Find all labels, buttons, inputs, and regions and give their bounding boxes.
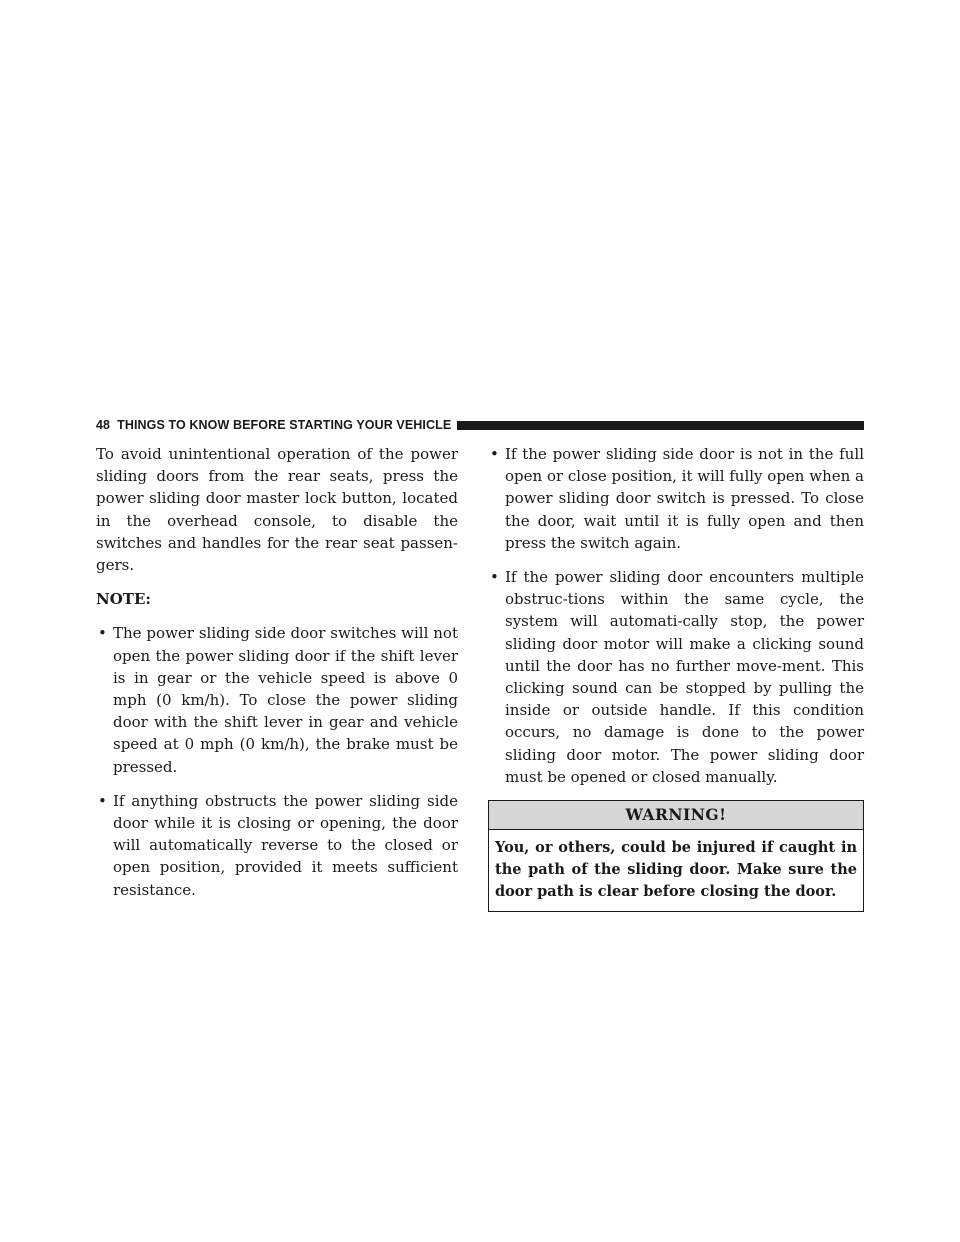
list-item-text: If the power sliding door encounters multiple obstruc-tions within the same cycle, the system will automati-cally stop, the power sliding door motor will make a clicking sound until the door has no further move-ment. This clicking sound can be stopped by pulling the inside or outside handle. If this condition occurs, no damage is done to the power sliding door motor. The power sliding door must be opened or closed manually. bbox=[505, 568, 864, 786]
header-rule bbox=[457, 421, 864, 430]
list-item-text: If anything obstructs the power sliding side door while it is closing or opening, the door will automatically reverse to the closed or open position, provided it meets sufficient resistance. bbox=[113, 791, 458, 899]
list-item bbox=[488, 443, 864, 554]
bullet-icon: • bbox=[98, 791, 107, 810]
list-item bbox=[96, 622, 458, 777]
warning-box bbox=[488, 800, 864, 912]
bullet-icon: • bbox=[490, 568, 499, 587]
left-column bbox=[96, 443, 458, 913]
chapter-title: THINGS TO KNOW BEFORE STARTING YOUR VEHICLE bbox=[117, 418, 452, 432]
list-item bbox=[96, 790, 458, 901]
page-number: 48 bbox=[96, 418, 111, 432]
page-header bbox=[96, 416, 864, 434]
header-text bbox=[96, 418, 451, 432]
bullet-icon: • bbox=[490, 445, 499, 463]
right-column bbox=[488, 443, 864, 912]
warning-text: You, or others, could be injured if caught in the path of the sliding door. Make sure the door path is clear before closing the door. bbox=[495, 839, 857, 901]
warning-title: WARNING! bbox=[489, 801, 863, 830]
list-item-text: If the power sliding side door is not in the full open or close position, it will fully open when a power sliding door switch is pressed. To close the door, wait until it is fully open and then press the switch again. bbox=[505, 445, 864, 552]
list-item-text: The power sliding side door switches will not open the power sliding door if the shift lever is in gear or the vehicle speed is above 0 mph (0 km/h). To close the power sliding door with the shift lever in gear and vehicle speed at 0 mph (0 km/h), the brake must be pressed. bbox=[113, 624, 458, 776]
bullet-icon: • bbox=[98, 624, 107, 643]
intro-paragraph: To avoid unintentional operation of the power sliding doors from the rear seats, press the power sliding door master lock button, located in the overhead console, to disable the switches and handles for the rear seat passen-gers. bbox=[96, 445, 458, 575]
list-item bbox=[488, 566, 864, 788]
note-label: NOTE: bbox=[96, 590, 151, 609]
